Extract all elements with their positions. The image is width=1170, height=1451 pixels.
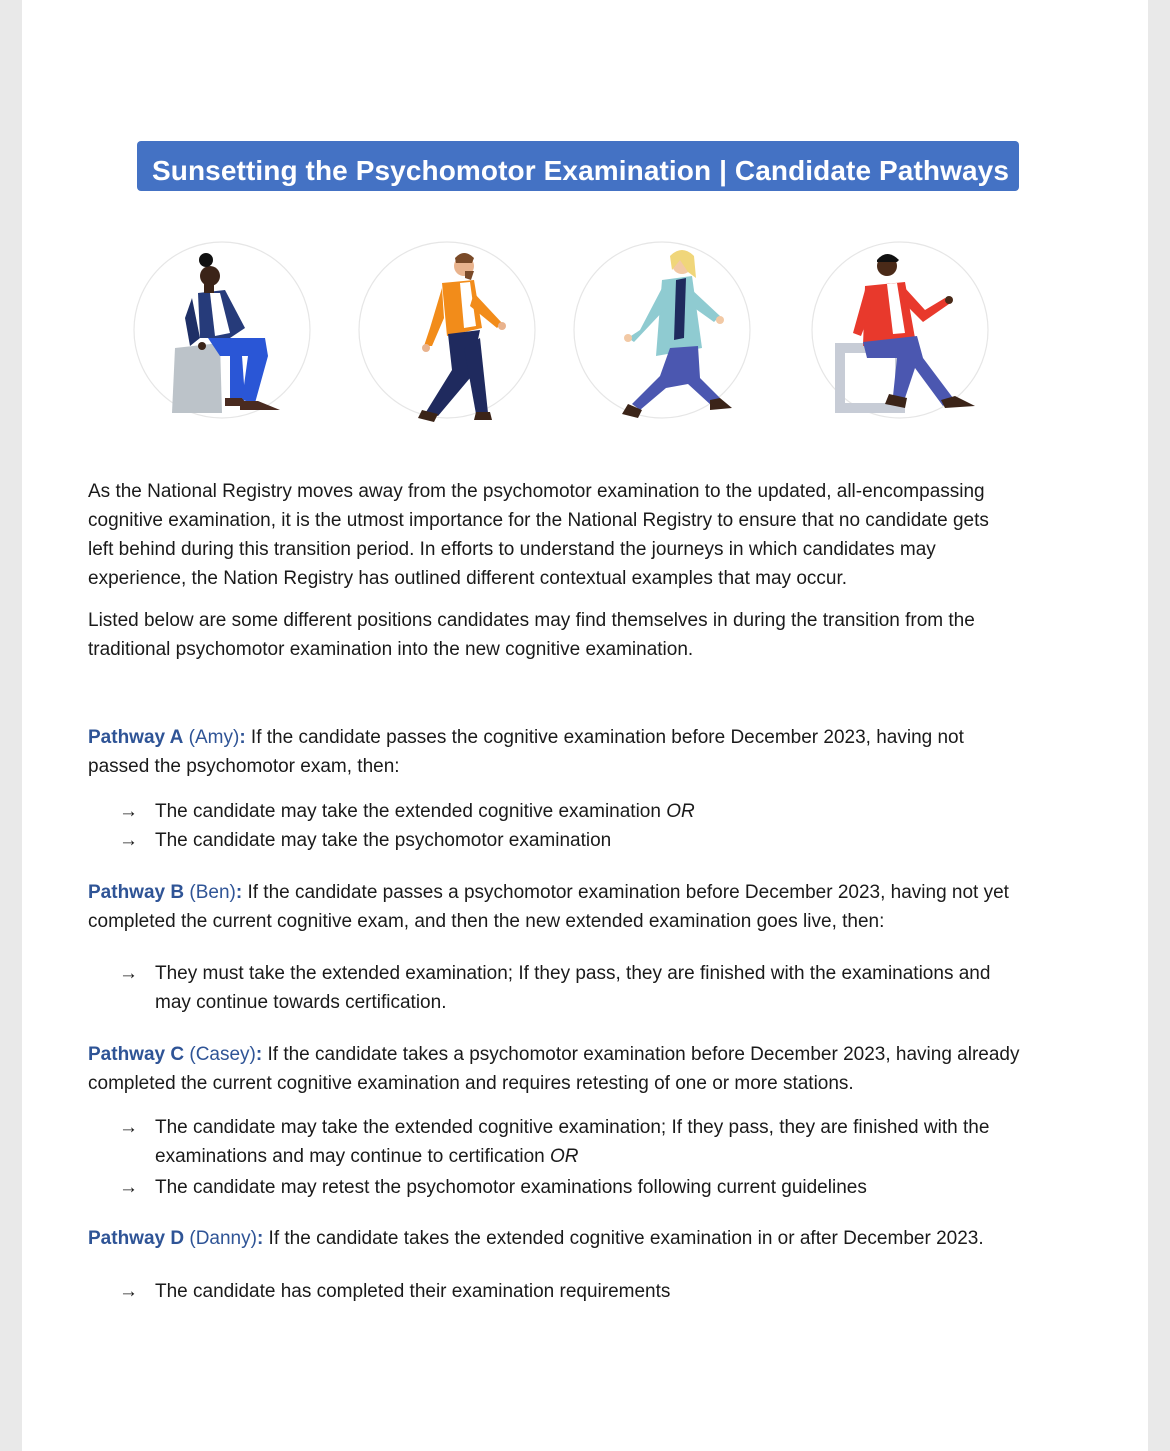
pathway-b-heading: [88, 878, 1088, 936]
intro-line: left behind during this transition period. In efforts to understand the journeys in which candidates may: [88, 539, 936, 560]
person-sitting-on-block-illustration: [130, 238, 315, 423]
bullet-text: The candidate has completed their examination requirements: [155, 1281, 671, 1302]
bullet-text: They must take the extended examination; If they pass, they are finished with the examinations and: [155, 963, 991, 984]
pathway-c-heading: [88, 1040, 1088, 1098]
arrow-icon: →: [119, 1117, 138, 1138]
intro-line: experience, the Nation Registry has outlined different contextual examples that may occur.: [88, 568, 848, 589]
pathway-label: Pathway D: [88, 1228, 185, 1249]
pathway-text: If the candidate takes the extended cognitive examination in or after December 2023.: [263, 1228, 984, 1249]
pathway-label: Pathway B: [88, 882, 185, 903]
bullet-text: The candidate may take the extended cognitive examination: [155, 801, 667, 822]
bullet-text: The candidate may retest the psychomotor examinations following current guidelines: [155, 1177, 867, 1198]
intro-line: traditional psychomotor examination into the new cognitive examination.: [88, 639, 694, 660]
title-banner: [137, 141, 1019, 191]
intro-line: As the National Registry moves away from the psychomotor examination to the updated, all-encompassing: [88, 481, 985, 502]
candidate-illustrations: [130, 238, 990, 428]
pathway-a-heading: [88, 723, 1088, 781]
candidate-name: (Casey): [189, 1044, 256, 1065]
bullet-text: examinations and may continue to certification: [155, 1146, 550, 1167]
pathway-label: Pathway C: [88, 1044, 185, 1065]
viewer-left-margin: [0, 0, 22, 1451]
pathway-colon: :: [256, 1228, 264, 1249]
pathway-text: passed the psychomotor exam, then:: [88, 756, 400, 777]
document-page: [22, 0, 1148, 1451]
person-sitting-red-jacket-illustration: [805, 238, 990, 423]
pathway-colon: :: [239, 727, 246, 748]
arrow-icon: →: [119, 830, 138, 851]
intro-line: cognitive examination, it is the utmost importance for the National Registry to ensure that no candidate gets: [88, 510, 989, 531]
arrow-icon: →: [119, 963, 138, 984]
pathway-colon: :: [235, 882, 243, 903]
candidate-name: (Ben): [189, 882, 236, 903]
candidate-name: (Danny): [189, 1228, 257, 1249]
pathway-text: If the candidate passes the cognitive examination before December 2023, having not: [245, 727, 964, 748]
arrow-icon: →: [119, 801, 138, 822]
person-walking-teal-coat-illustration: [570, 238, 755, 423]
bullet-emphasis: OR: [550, 1146, 579, 1167]
bullet-text: The candidate may take the extended cognitive examination; If they pass, they are finished with the: [155, 1117, 990, 1138]
intro-paragraph-1: [88, 477, 1088, 593]
intro-paragraph-2: [88, 606, 1088, 664]
candidate-name: (Amy): [188, 727, 240, 748]
bullet-text: The candidate may take the psychomotor examination: [155, 830, 612, 851]
intro-line: Listed below are some different positions candidates may find themselves in during the transition from the: [88, 610, 975, 631]
viewer-right-margin: [1148, 0, 1170, 1451]
pathway-text: completed the current cognitive examination and requires retesting of one or more stations.: [88, 1073, 854, 1094]
pathway-text: If the candidate passes a psychomotor examination before December 2023, having not yet: [242, 882, 1009, 903]
pathway-text: completed the current cognitive exam, and then the new extended examination goes live, then:: [88, 911, 885, 932]
person-walking-orange-jacket-illustration: [352, 238, 537, 423]
bullet-text: may continue towards certification.: [155, 992, 447, 1013]
page-title: Sunsetting the Psychomotor Examination | Candidate Pathways: [152, 155, 1010, 186]
pathway-text: If the candidate takes a psychomotor examination before December 2023, having already: [262, 1044, 1020, 1065]
pathway-d-heading: [88, 1224, 1088, 1253]
arrow-icon: →: [119, 1177, 138, 1198]
bullet-emphasis: OR: [666, 801, 695, 822]
pathway-label: Pathway A: [88, 727, 184, 748]
pathway-colon: :: [255, 1044, 263, 1065]
arrow-icon: →: [119, 1281, 138, 1302]
